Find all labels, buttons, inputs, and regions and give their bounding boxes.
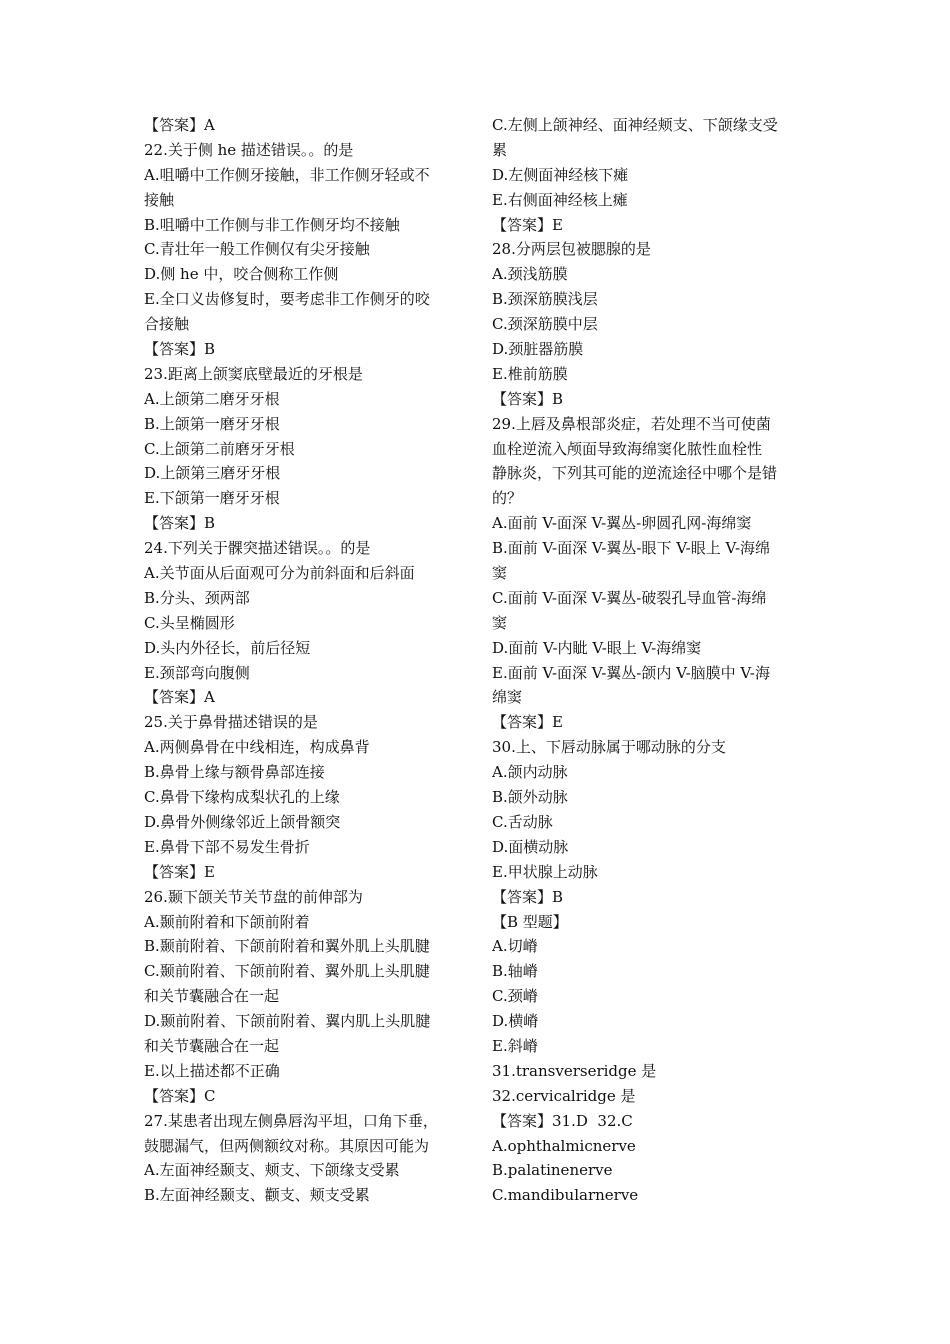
text-line: A.ophthalmicnerve [492, 1136, 636, 1155]
text-line: 合接触 [144, 315, 190, 334]
text-line: 和关节囊融合在一起 [144, 1036, 280, 1055]
text-line: E.右侧面神经核上瘫 [492, 190, 628, 209]
text-line: E.甲状腺上动脉 [492, 862, 598, 881]
text-line: E.全口义齿修复时，要考虑非工作侧牙的咬 [144, 290, 430, 309]
text-line: D.左侧面神经核下瘫 [492, 165, 629, 184]
text-line: D.面横动脉 [492, 837, 569, 856]
text-line: 【B 型题】 [492, 912, 568, 931]
text-line: 窦 [492, 613, 508, 632]
text-line: 【答案】31.D 32.C [492, 1111, 633, 1130]
text-line: 【答案】A [144, 688, 215, 707]
text-line: E.鼻骨下部不易发生骨折 [144, 837, 310, 856]
text-line: C.mandibularnerve [492, 1186, 639, 1205]
text-line: 26.颞下颌关节关节盘的前伸部为 [144, 887, 363, 906]
text-line: E.颈部弯向腹侧 [144, 663, 250, 682]
text-line: 【答案】E [144, 862, 215, 881]
text-line: 【答案】A [144, 116, 215, 134]
text-line: C.左侧上颌神经、面神经颊支、下颌缘支受 [492, 116, 778, 134]
text-line: 血栓逆流入颅面导致海绵窦化脓性血栓性 [492, 439, 763, 458]
text-line: C.头呈椭圆形 [144, 613, 235, 632]
text-line: 【答案】B [144, 340, 216, 359]
text-line: A.颈浅筋膜 [492, 265, 568, 284]
right-column [492, 113, 812, 1208]
text-line: B.左面神经颞支、颧支、颊支受累 [144, 1186, 370, 1205]
text-line: D.上颌第三磨牙牙根 [144, 464, 281, 483]
text-line: A.上颌第二磨牙牙根 [144, 389, 280, 408]
text-line: 【答案】B [144, 514, 216, 533]
text-line: A.咀嚼中工作侧牙接触，非工作侧牙轻或不 [144, 165, 430, 184]
text-line: C.上颌第二前磨牙牙根 [144, 439, 295, 458]
text-line: C.面前 V-面深 V-翼丛-破裂孔导血管-海绵 [492, 588, 767, 607]
text-line: D.横嵴 [492, 1012, 539, 1031]
text-line: B.颈深筋膜浅层 [492, 290, 598, 309]
text-line: 22.关于侧 he 描述错误。。的是 [144, 140, 354, 159]
text-line: 24.下列关于髁突描述错误。。的是 [144, 539, 371, 558]
text-line: D.鼻骨外侧缘邻近上颌骨额突 [144, 812, 341, 831]
text-line: 31.transverseridge 是 [492, 1061, 657, 1080]
text-line: A.颞前附着和下颌前附着 [144, 912, 310, 931]
text-line: C.颈深筋膜中层 [492, 315, 598, 334]
text-line: 28.分两层包被腮腺的是 [492, 240, 651, 259]
text-line: B.分头、颈两部 [144, 588, 250, 607]
text-line: E.椎前筋膜 [492, 364, 568, 383]
text-line: A.切嵴 [492, 937, 538, 956]
text-line: 接触 [144, 190, 175, 209]
text-line: 的？ [492, 489, 523, 508]
text-line: A.左面神经颞支、颊支、下颌缘支受累 [144, 1161, 400, 1180]
text-line: B.颞前附着、下颌前附着和翼外肌上头肌腱 [144, 937, 430, 956]
text-line: C.鼻骨下缘构成梨状孔的上缘 [144, 788, 340, 807]
text-line: C.舌动脉 [492, 812, 553, 831]
text-line: 窦 [492, 564, 508, 583]
text-line: 【答案】C [144, 1086, 216, 1105]
text-line: D.侧 he 中，咬合侧称工作侧 [144, 265, 339, 284]
text-line: E.斜嵴 [492, 1036, 538, 1055]
text-line: D.颈脏器筋膜 [492, 340, 584, 359]
text-line: D.颞前附着、下颌前附着、翼内肌上头肌腱 [144, 1012, 431, 1031]
text-line: D.面前 V-内眦 V-眼上 V-海绵窦 [492, 638, 702, 657]
text-line: 23.距离上颌窦底壁最近的牙根是 [144, 364, 363, 383]
text-line: C.颞前附着、下颌前附着、翼外肌上头肌腱 [144, 962, 430, 981]
text-line: 累 [492, 140, 508, 159]
text-line: E.以上描述都不正确 [144, 1061, 280, 1080]
text-line: 29.上唇及鼻根部炎症，若处理不当可使菌 [492, 414, 771, 433]
text-line: A.颌内动脉 [492, 763, 568, 782]
text-line: B.上颌第一磨牙牙根 [144, 414, 280, 433]
text-line: B.鼻骨上缘与额骨鼻部连接 [144, 763, 325, 782]
text-line: E.面前 V-面深 V-翼丛-颌内 V-脑膜中 V-海 [492, 663, 770, 682]
text-line: 静脉炎，下列其可能的逆流途径中哪个是错 [492, 464, 778, 483]
text-line: 25.关于鼻骨描述错误的是 [144, 713, 318, 732]
text-line: D.头内外径长，前后径短 [144, 638, 311, 657]
text-line: C.青壮年一般工作侧仅有尖牙接触 [144, 240, 370, 259]
text-line: 27.某患者出现左侧鼻唇沟平坦，口角下垂， [144, 1111, 438, 1130]
left-column [144, 113, 464, 1208]
text-line: 【答案】E [492, 713, 563, 732]
text-line: 【答案】B [492, 389, 564, 408]
text-line: A.两侧鼻骨在中线相连，构成鼻背 [144, 738, 370, 757]
text-line: E.下颌第一磨牙牙根 [144, 489, 280, 508]
text-line: A.面前 V-面深 V-翼丛-卵圆孔网-海绵窦 [492, 514, 752, 533]
text-line: 【答案】B [492, 887, 564, 906]
text-line: 【答案】E [492, 215, 563, 234]
text-line: C.颈嵴 [492, 987, 538, 1006]
text-line: 和关节囊融合在一起 [144, 987, 280, 1006]
text-line: 32.cervicalridge 是 [492, 1086, 636, 1105]
text-line: B.palatinenerve [492, 1161, 613, 1180]
text-line: 绵窦 [492, 688, 523, 707]
text-line: A.关节面从后面观可分为前斜面和后斜面 [144, 564, 415, 583]
text-line: B.咀嚼中工作侧与非工作侧牙均不接触 [144, 215, 400, 234]
text-line: B.颌外动脉 [492, 788, 568, 807]
text-line: B.轴嵴 [492, 962, 538, 981]
text-line: B.面前 V-面深 V-翼丛-眼下 V-眼上 V-海绵 [492, 539, 771, 558]
text-line: 30.上、下唇动脉属于哪动脉的分支 [492, 738, 726, 757]
text-line: 鼓腮漏气，但两侧额纹对称。其原因可能为 [144, 1136, 430, 1155]
